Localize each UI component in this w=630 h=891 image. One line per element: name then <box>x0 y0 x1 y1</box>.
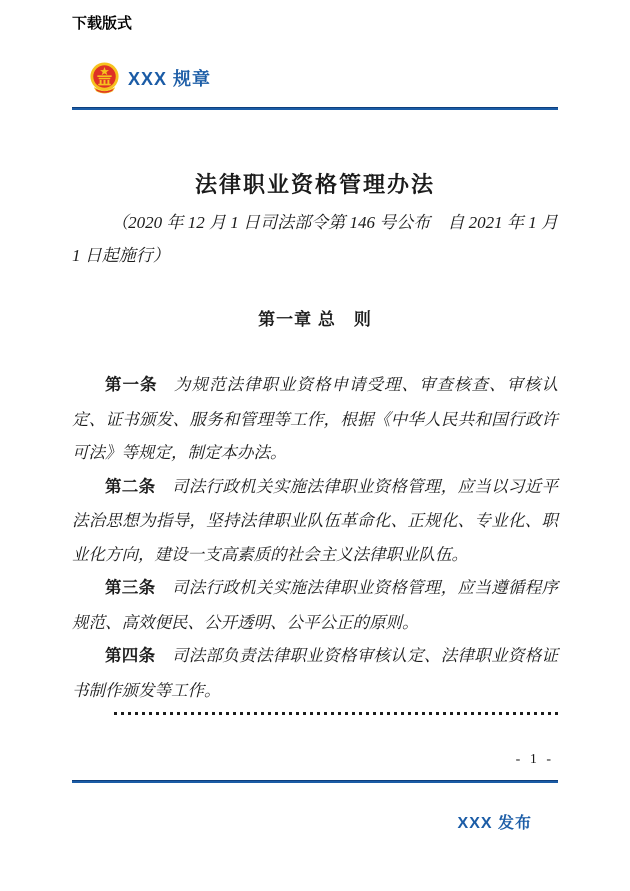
article-number-label: 第四条 <box>105 647 156 665</box>
publisher-label: XXX 发布 <box>457 815 532 832</box>
header-divider-line <box>72 107 558 110</box>
article-number-label: 第二条 <box>105 477 156 496</box>
article-paragraph-1 <box>72 368 558 470</box>
chapter-heading: 第一章 总 则 <box>258 310 372 329</box>
publication-note: （2020 年 12 月 1 日司法部令第 146 号公布 自 2021 年 1 月 1 日起施行） <box>72 213 558 265</box>
page-number: - 1 - <box>515 752 554 767</box>
download-format-link[interactable]: 下载版式 <box>72 16 133 32</box>
article-text: 司法行政机关实施法律职业资格管理，应当以习近平法治思想为指导，坚持法律职业队伍革命化、正规化、专业化、职业化方向，建设一支高素质的社会主义法律职业队伍。 <box>72 476 559 564</box>
article-list <box>72 368 558 707</box>
article-text: 为规范法律职业资格申请受理、审查核查、审核认定、证书颁发、服务和管理等工作，根据《中华人民共和国行政许可法》等规定，制定本办法。 <box>72 375 558 462</box>
article-number-label: 第三条 <box>105 579 156 597</box>
document-title: 法律职业资格管理办法 <box>194 172 435 197</box>
article-paragraph-2 <box>72 470 558 572</box>
truncation-dotted-line <box>114 712 558 715</box>
agency-rules-label: XXX 规章 <box>128 68 212 89</box>
article-text: 司法行政机关实施法律职业资格管理，应当遵循程序规范、高效便民、公开透明、公平公正的原则。 <box>72 578 559 632</box>
masthead <box>88 61 211 94</box>
footer-divider-line <box>72 780 558 783</box>
article-paragraph-3 <box>72 571 558 639</box>
article-paragraph-4 <box>72 639 558 707</box>
national-emblem-icon <box>88 61 121 94</box>
article-text: 司法部负责法律职业资格审核认定、法律职业资格证书制作颁发等工作。 <box>72 646 559 700</box>
article-number-label: 第一条 <box>105 376 158 394</box>
